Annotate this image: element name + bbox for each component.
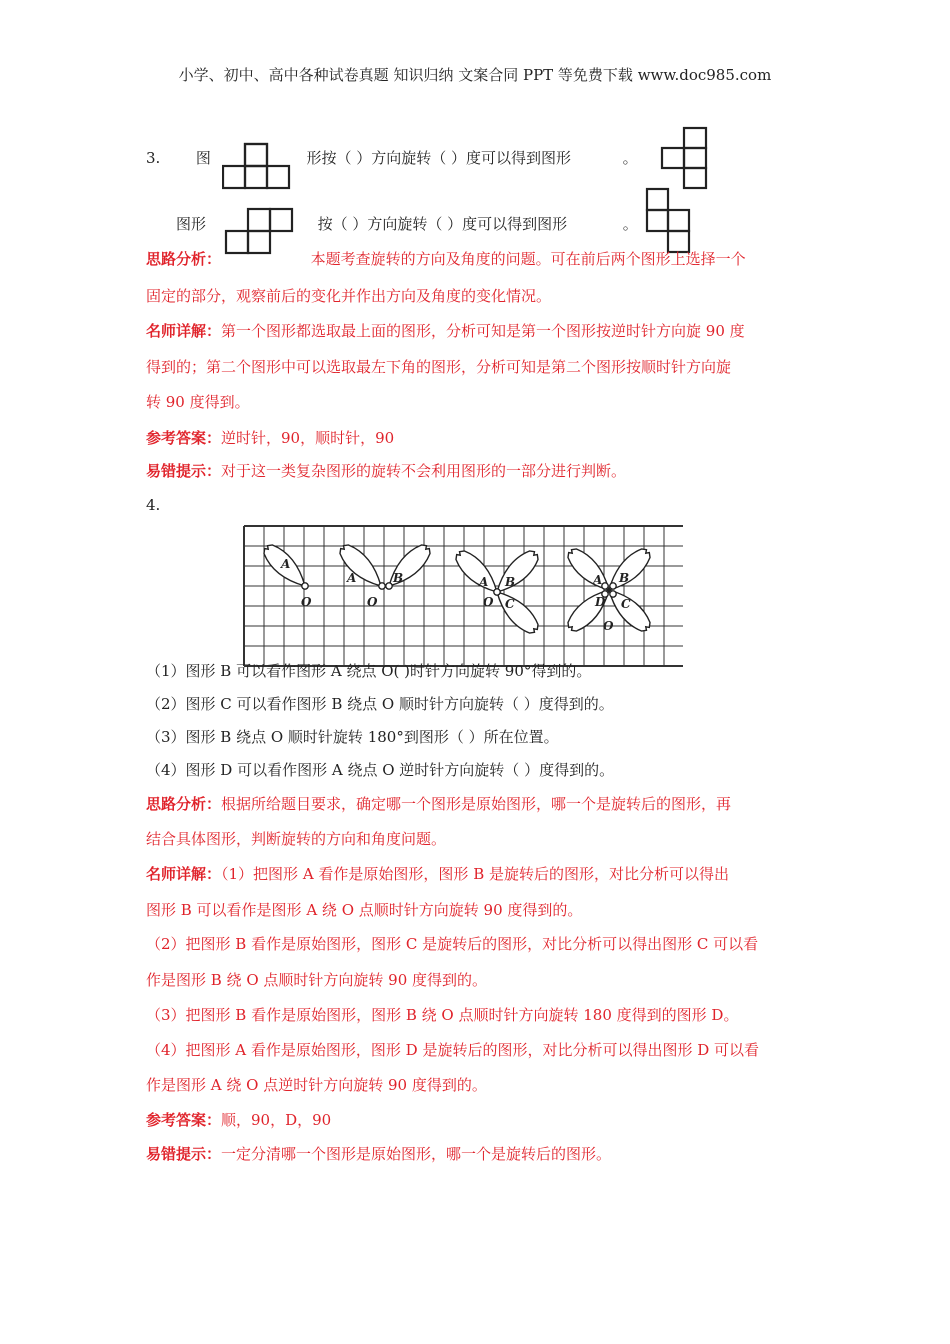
figure-label: B xyxy=(393,571,404,585)
q4-detail-4: 作是图形 B 绕 O 点顺时针方向旋转 90 度得到的。 xyxy=(146,971,488,989)
figure-label: O xyxy=(603,619,614,633)
page-header: 小学、初中、高中各种试卷真题 知识归纳 文案合同 PPT 等免费下载 www.doc985.com xyxy=(178,66,772,84)
q4-answer xyxy=(146,1110,816,1130)
q3-number: 3. xyxy=(146,149,161,167)
q3-line1-a: 图 xyxy=(195,149,211,167)
q4-tip xyxy=(146,1144,816,1164)
q3-analysis-1: 本题考查旋转的方向及角度的问题。可在前后两个图形上选择一个 xyxy=(310,250,746,268)
q4-answer-label: 参考答案： xyxy=(146,1111,222,1129)
q4-tip-text: 一定分清哪一个图形是原始图形，哪一个是旋转后的图形。 xyxy=(221,1145,612,1163)
q4-detail-3: （2）把图形 B 看作是原始图形，图形 C 是旋转后的图形，对比分析可以得出图形 C 可以看 xyxy=(146,935,759,953)
q3-shape-2 xyxy=(656,126,712,192)
q3-answer-label: 参考答案： xyxy=(146,429,222,447)
q3-line2-c: 。 xyxy=(622,215,638,233)
q4-analysis-label: 思路分析： xyxy=(146,795,222,813)
q4-tip-label: 易错提示： xyxy=(146,1145,222,1163)
q4-sub-1: （1）图形 B 可以看作图形 A 绕点 O( )时针方向旋转 90°得到的。 xyxy=(146,662,592,680)
figure-label: B xyxy=(505,575,516,589)
figure-label: A xyxy=(281,557,291,571)
q4-sub-4: （4）图形 D 可以看作图形 A 绕点 O 逆时针方向旋转（ ）度得到的。 xyxy=(146,761,615,779)
q4-detail-1: （1）把图形 A 看作是原始图形，图形 B 是旋转后的图形，对比分析可以得出 xyxy=(221,865,729,883)
q3-line1-c: 。 xyxy=(622,149,638,167)
center-o-2b xyxy=(386,583,392,589)
figure-label: A xyxy=(479,575,489,589)
q4-grid-svg xyxy=(243,520,683,668)
figure-label: A xyxy=(593,573,603,587)
figure-label: C xyxy=(621,597,631,611)
q4-detail-label: 名师详解： xyxy=(146,865,222,883)
q4-detail-2: 图形 B 可以看作是图形 A 绕 O 点顺时针方向旋转 90 度得到的。 xyxy=(146,901,583,919)
center-o-4a xyxy=(602,583,608,589)
q3-answer-text: 逆时针，90，顺时针，90 xyxy=(221,429,395,447)
q4-number: 4. xyxy=(146,496,161,514)
q4-detail xyxy=(146,864,816,884)
q4-detail-5: （3）把图形 B 看作是原始图形，图形 B 绕 O 点顺时针方向旋转 180 度得到的图形 D。 xyxy=(146,1006,739,1024)
q3-line1-b: 形按（ ）方向旋转（ ）度可以得到图形 xyxy=(306,149,571,167)
q4-grid-figure xyxy=(243,520,683,668)
petal-c-3 xyxy=(497,592,538,633)
q4-detail-7: 作是图形 A 绕 O 点逆时针方向旋转 90 度得到的。 xyxy=(146,1076,487,1094)
q4-analysis xyxy=(146,794,816,814)
q3-shape-3 xyxy=(224,207,298,255)
q3-analysis-label: 思路分析： xyxy=(146,250,222,268)
q4-detail-6: （4）把图形 A 看作是原始图形，图形 D 是旋转后的图形，对比分析可以得出图形 D 可以看 xyxy=(146,1041,760,1059)
q4-sub-2: （2）图形 C 可以看作图形 B 绕点 O 顺时针方向旋转（ ）度得到的。 xyxy=(146,695,614,713)
figure-label: O xyxy=(301,595,312,609)
figure-label: A xyxy=(347,571,357,585)
center-o-4d xyxy=(610,591,616,597)
q3-tip xyxy=(146,461,816,481)
q4-sub-3: （3）图形 B 绕点 O 顺时针旋转 180°到图形（ ）所在位置。 xyxy=(146,728,559,746)
figure-label: B xyxy=(619,571,630,585)
q4-analysis-2: 结合具体图形，判断旋转的方向和角度问题。 xyxy=(146,830,447,848)
figure-label: O xyxy=(483,595,494,609)
center-o-2a xyxy=(379,583,385,589)
figure-label: C xyxy=(505,597,515,611)
q3-detail-2: 得到的；第二个图形中可以选取最左下角的图形，分析可知是第二个图形按顺时针方向旋 xyxy=(146,358,732,376)
q4-answer-text: 顺，90，D，90 xyxy=(221,1111,332,1129)
q3-tip-text: 对于这一类复杂图形的旋转不会利用图形的一部分进行判断。 xyxy=(221,462,627,480)
q3-tip-label: 易错提示： xyxy=(146,462,222,480)
q3-answer xyxy=(146,428,816,448)
figure-label: O xyxy=(367,595,378,609)
figure-label: D xyxy=(595,595,606,609)
center-o-1 xyxy=(302,583,308,589)
center-o-4b xyxy=(610,583,616,589)
q3-detail xyxy=(146,321,816,341)
q3-analysis-2: 固定的部分，观察前后的变化并作出方向及角度的变化情况。 xyxy=(146,287,552,305)
q4-analysis-1: 根据所给题目要求，确定哪一个图形是原始图形，哪一个是旋转后的图形，再 xyxy=(221,795,732,813)
q3-shape-4 xyxy=(644,186,694,256)
q3-line2-b: 按（ ）方向旋转（ ）度可以得到图形 xyxy=(317,215,568,233)
q3-line2-a: 图形 xyxy=(176,215,207,233)
q3-detail-label: 名师详解： xyxy=(146,322,222,340)
q3-detail-1: 第一个图形都选取最上面的图形，分析可知是第一个图形按逆时针方向旋 90 度 xyxy=(221,322,745,340)
q3-detail-3: 转 90 度得到。 xyxy=(146,393,250,411)
q3-analysis xyxy=(146,249,816,269)
q3-shape-1 xyxy=(222,142,292,190)
center-o-3 xyxy=(494,589,500,595)
